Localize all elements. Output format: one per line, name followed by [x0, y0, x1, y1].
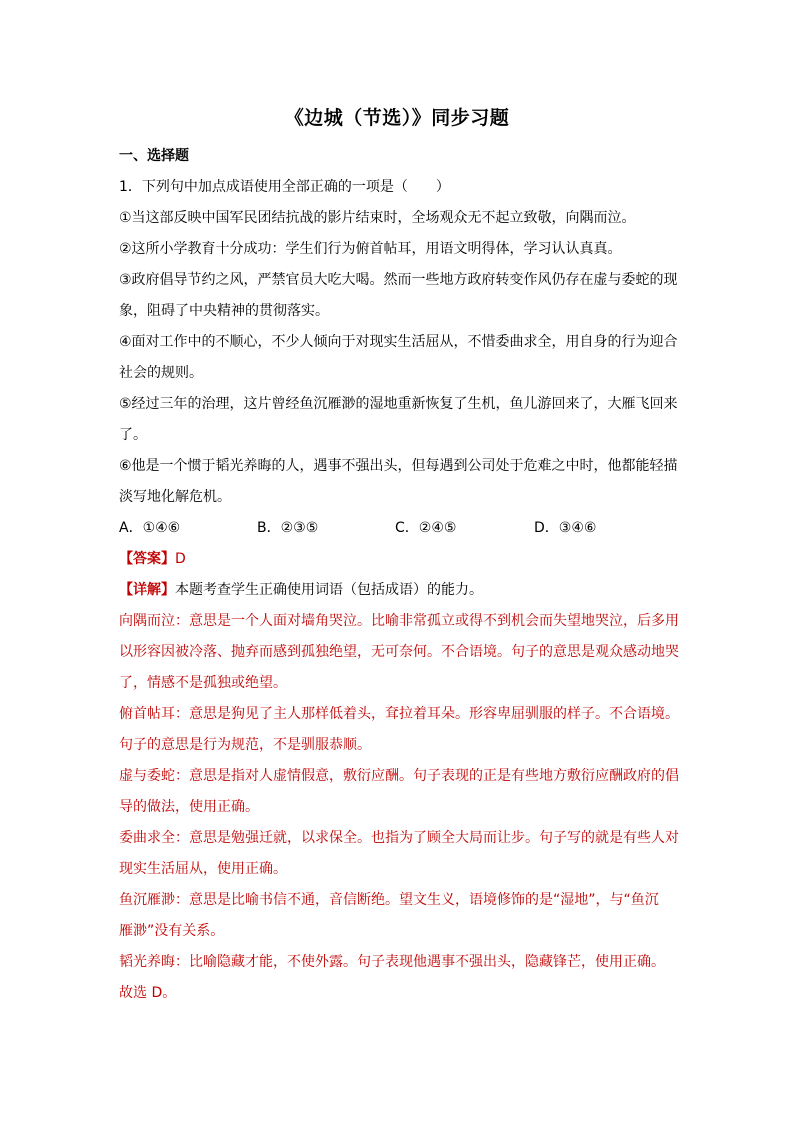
item-1: ①当这部反映中国军民团结抗战的影片结束时，全场观众无不起立致敬，向隅而泣。 [119, 210, 636, 226]
item-5-cont: 了。 [119, 427, 147, 443]
item-5: ⑤经过三年的治理，这片曾经鱼沉雁渺的湿地重新恢复了生机，鱼儿游回来了，大雁飞回来 [119, 396, 678, 412]
detail-text-line: 现实生活屈从，使用正确。 [119, 861, 287, 877]
item-4: ④面对工作中的不顺心，不少人倾向于对现实生活屈从，不惜委曲求全，用自身的行为迎合 [119, 334, 678, 350]
detail-text-line: 虚与委蛇：意思是指对人虚情假意，敷衍应酬。句子表现的正是有些地方敷衍应酬政府的倡 [119, 768, 679, 784]
option-d: D．③④⑥ [534, 520, 597, 536]
item-4-cont: 社会的规则。 [119, 365, 203, 381]
answer-value: D [175, 551, 186, 567]
detail-text-line: 雁渺”没有关系。 [119, 923, 225, 939]
answer-line [119, 549, 186, 569]
answer-tag: 【答案】 [119, 551, 175, 567]
detail-intro: 本题考查学生正确使用词语（包括成语）的能力。 [175, 582, 483, 598]
detail-text-line: 向隅而泣：意思是一个人面对墙角哭泣。比喻非常孤立或得不到机会而失望地哭泣，后多用 [119, 613, 679, 629]
detail-text-line: 委曲求全：意思是勉强迁就，以求保全。也指为了顾全大局而让步。句子写的就是有些人对 [119, 830, 679, 846]
detail-line [119, 580, 483, 600]
question-stem: 1．下列句中加点成语使用全部正确的一项是（ ） [119, 179, 450, 195]
detail-text-line: 鱼沉雁渺：意思是比喻书信不通，音信断绝。望文生义，语境修饰的是“湿地”，与“鱼沉 [119, 892, 659, 908]
item-3-cont: 象，阻碍了中央精神的贯彻落实。 [119, 303, 329, 319]
detail-text-line: 导的做法，使用正确。 [119, 799, 259, 815]
item-6-cont: 淡写地化解危机。 [119, 489, 231, 505]
detail-text-line: 俯首帖耳：意思是狗见了主人那样低着头，耷拉着耳朵。形容卑屈驯服的样子。不合语境。 [119, 706, 679, 722]
option-b: B．②③⑤ [257, 520, 319, 536]
detail-text-line: 了，情感不是孤独或绝望。 [119, 675, 287, 691]
item-2: ②这所小学教育十分成功：学生们行为俯首帖耳，用语文明得体，学习认认真真。 [119, 241, 622, 257]
detail-text-line: 句子的意思是行为规范，不是驯服恭顺。 [119, 737, 371, 753]
option-c: C．②④⑤ [395, 520, 457, 536]
item-6: ⑥他是一个惯于韬光养晦的人，遇事不强出头，但每遇到公司处于危难之中时，他都能轻描 [119, 458, 678, 474]
section-heading: 一、选择题 [119, 148, 189, 164]
detail-tag: 【详解】 [119, 582, 175, 598]
detail-text-line: 韬光养晦：比喻隐藏才能，不使外露。句子表现他遇事不强出头，隐藏锋芒，使用正确。 [119, 954, 665, 970]
page-title: 《边城（节选）》同步习题 [284, 107, 510, 129]
detail-text-line: 以形容因被冷落、抛弃而感到孤独绝望，无可奈何。不合语境。句子的意思是观众感动地哭 [119, 644, 679, 660]
item-3: ③政府倡导节约之风，严禁官员大吃大喝。然而一些地方政府转变作风仍存在虚与委蛇的现 [119, 272, 678, 288]
option-a: A．①④⑥ [119, 520, 181, 536]
conclusion: 故选 D。 [119, 985, 177, 1001]
